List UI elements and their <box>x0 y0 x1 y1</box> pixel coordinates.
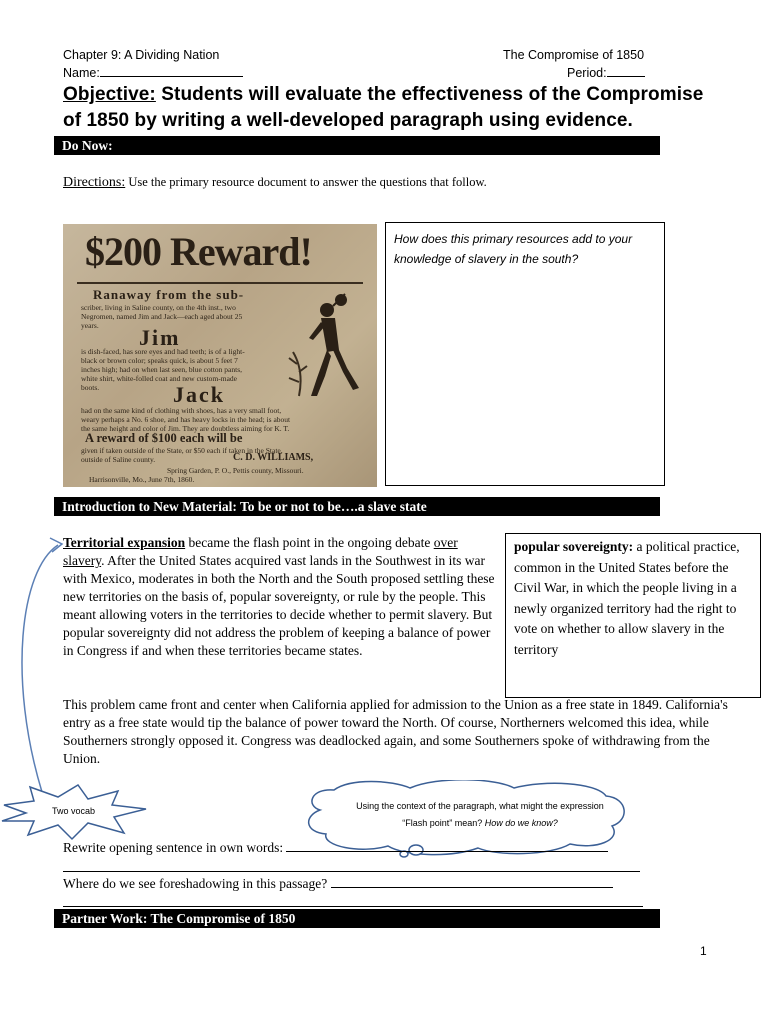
name-field <box>63 65 243 80</box>
do-now-bar: Do Now: <box>54 136 660 155</box>
poster-place: Spring Garden, P. O., Pettis county, Missouri. <box>167 466 304 475</box>
term-over-slavery: over slavery <box>63 535 458 568</box>
poster-line2: scriber, living in Saline county, on the 4th inst., two <box>81 303 236 312</box>
definition-box <box>505 533 761 698</box>
name-label: Name: <box>63 66 100 80</box>
cloud-line2b: How do we know? <box>484 818 558 828</box>
term-territorial-expansion: Territorial expansion <box>63 535 186 550</box>
cloud-line2a: “Flash point” mean? <box>402 818 485 828</box>
directions <box>63 175 487 191</box>
partner-work-bar: Partner Work: The Compromise of 1850 <box>54 909 660 928</box>
rewrite-answer-line-2[interactable] <box>63 871 640 872</box>
reward-poster-image <box>63 224 377 487</box>
poster-desc2c: the same height and color of Jim. They are doubtless aiming for K. T. <box>81 424 290 433</box>
poster-reward-line: A reward of $100 each will be <box>85 431 243 445</box>
question-box[interactable]: How does this primary resources add to your knowledge of slavery in the south? <box>385 222 665 486</box>
poster-desc3b: outside of Saline county. <box>81 455 156 464</box>
intro-paragraph <box>63 534 497 660</box>
rewrite-question <box>63 839 608 856</box>
poster-line3: Negromen, named Jim and Jack—each aged about 25 <box>81 312 243 321</box>
chapter-title: Chapter 9: A Dividing Nation <box>63 48 220 62</box>
objective-text: Students will evaluate the effectiveness of the Compromise of 1850 by writing a well-developed paragraph using evidence. <box>63 84 704 131</box>
period-label: Period: <box>567 66 607 80</box>
runaway-figure-icon <box>283 292 363 402</box>
poster-name-jim: Jim <box>139 325 181 350</box>
poster-signer: C. D. WILLIAMS, <box>233 452 314 463</box>
poster-desc3a: given if taken outside of the State, or $50 each if taken in the State, <box>81 446 283 455</box>
name-blank <box>100 65 243 77</box>
poster-desc1a: is dish-faced, has sore eyes and had teeth; is of a light- <box>81 347 245 356</box>
foreshadow-answer-line-2[interactable] <box>63 906 643 907</box>
directions-label: Directions: <box>63 175 126 190</box>
objective <box>63 82 723 134</box>
poster-desc1e: boots. <box>81 383 100 392</box>
poster-line4: years. <box>81 321 99 330</box>
foreshadow-answer-line[interactable] <box>331 875 613 888</box>
objective-label: Objective: <box>63 84 156 105</box>
period-field <box>567 65 645 80</box>
poster-desc2a: had on the same kind of clothing with shoes, has a very small foot, <box>81 406 282 415</box>
cloud-line1: Using the context of the paragraph, what might the expression <box>356 801 604 811</box>
poster-name-jack: Jack <box>173 382 225 407</box>
california-paragraph: This problem came front and center when California applied for admission to the Union as a free state in 1849. California's entry as a free state would tip the balance of power toward the North. Of course, Northerners welcomed this idea, while Southerners strongly opposed it. Congress was deadlocked again, and some Southerners spoke of withdrawing from the Union. <box>63 697 728 766</box>
page-number: 1 <box>700 944 707 958</box>
intro-bar: Introduction to New Material: To be or not to be….a slave state <box>54 497 660 516</box>
foreshadow-label: Where do we see foreshadowing in this passage? <box>63 876 331 891</box>
lesson-title: The Compromise of 1850 <box>503 48 645 62</box>
arrow-annotation-icon <box>10 530 70 800</box>
burst-text: Two vocab <box>52 806 96 816</box>
directions-text: Use the primary resource document to answer the questions that follow. <box>125 175 487 189</box>
rewrite-label: Rewrite opening sentence in own words: <box>63 840 287 855</box>
foreshadow-question <box>63 875 613 892</box>
cloud-question <box>330 798 630 832</box>
period-blank <box>607 65 645 77</box>
poster-date: Harrisonville, Mo., June 7th, 1860. <box>89 475 195 484</box>
para1-part-b: . After the United States acquired vast lands in the Southwest in its war with Mexico, moderates in both the North and the South proposed settling these new territories on the basis of, popular sovereignty, or rule by the people. This meant allowing voters in the territories to decide whether to permit slavery. But popular sovereignty did not address the problem of keeping a balance of power in Congress if and when these territories became states. <box>63 553 495 658</box>
definition-term: popular sovereignty: <box>514 539 634 554</box>
poster-desc1d: white shirt, white-folled coat and new custom-made <box>81 374 237 383</box>
poster-desc2b: weary perhaps a No. 6 shoe, and has heavy locks in the head; is about <box>81 415 291 424</box>
para1-part-a: became the flash point in the ongoing debate <box>185 535 434 550</box>
poster-line1: Ranaway from the sub- <box>93 287 245 302</box>
poster-headline: $200 Reward! <box>85 229 312 274</box>
poster-desc1b: black or brown color; speaks quick, is about 5 feet 7 <box>81 356 238 365</box>
definition-text: a political practice, common in the United States before the Civil War, in which the people living in a newly organized territory had the right to vote on whether to allow slavery in the territory <box>514 539 740 657</box>
poster-desc1c: inches high; had on when last seen, blue cotton pants, <box>81 365 243 374</box>
rewrite-answer-line[interactable] <box>286 839 608 852</box>
